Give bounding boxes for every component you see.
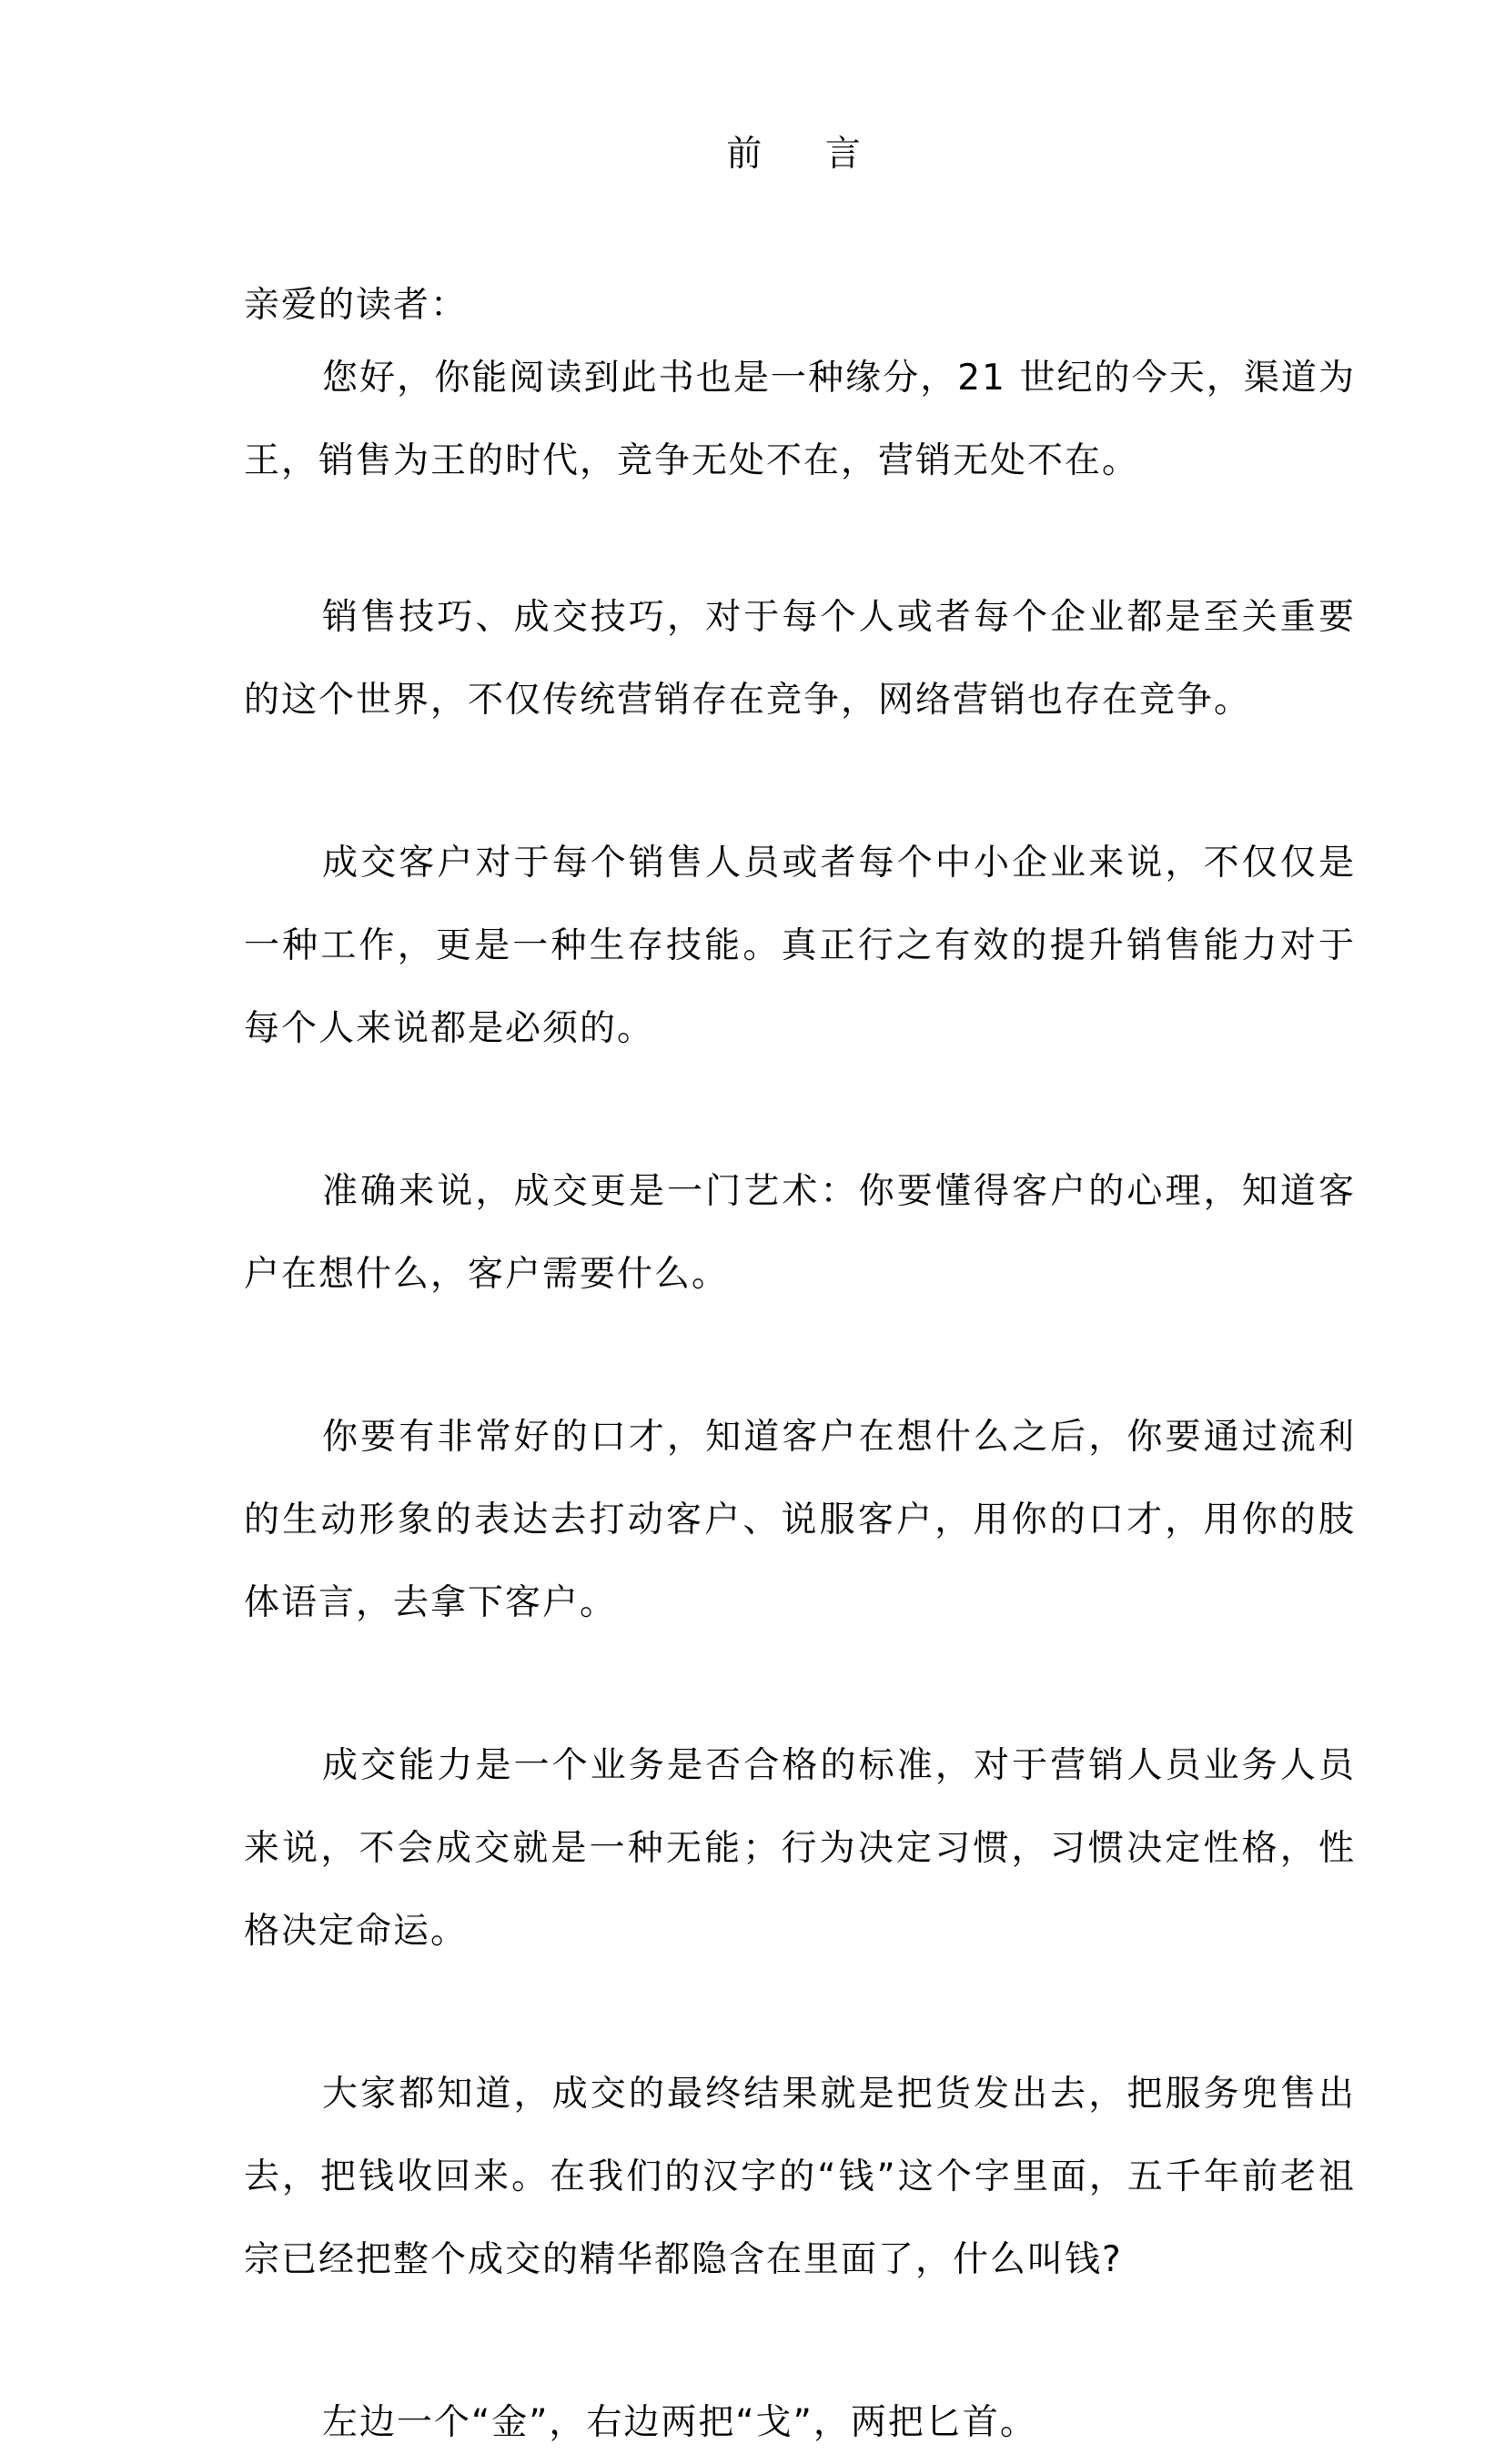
document-body bbox=[244, 275, 1356, 2464]
paragraph: 大家都知道，成交的最终结果就是把货发出去，把服务兜售出去，把钱收回来。在我们的汉字的“钱”这个字里面，五千年前老祖宗已经把整个成交的精华都隐含在里面了，什么叫钱? bbox=[244, 2074, 1356, 2280]
paragraph: 成交能力是一个业务是否合格的标准，对于营销人员业务人员来说，不会成交就是一种无能；行为决定习惯，习惯决定性格，性格决定命运。 bbox=[244, 1745, 1356, 1952]
paragraph: 左边一个“金”，右边两把“戈”，两把匕首。 bbox=[322, 2402, 1037, 2443]
paragraph: 成交客户对于每个销售人员或者每个中小企业来说，不仅仅是一种工作，更是一种生存技能。真正行之有效的提升销售能力对于每个人来说都是必须的。 bbox=[244, 843, 1356, 1049]
paragraph: 您好，你能阅读到此书也是一种缘分，21 世纪的今天，渠道为王，销售为王的时代，竞争无处不在，营销无处不在。 bbox=[244, 358, 1356, 481]
page-title: 前 言 bbox=[726, 134, 864, 175]
paragraph: 销售技巧、成交技巧，对于每个人或者每个企业都是至关重要的这个世界，不仅传统营销存在竞争，网络营销也存在竞争。 bbox=[244, 597, 1356, 721]
salutation: 亲爱的读者： bbox=[244, 285, 469, 326]
paragraph: 你要有非常好的口才，知道客户在想什么之后，你要通过流利的生动形象的表达去打动客户、说服客户，用你的口才，用你的肢体语言，去拿下客户。 bbox=[244, 1417, 1356, 1623]
paragraph: 准确来说，成交更是一门艺术：你要懂得客户的心理，知道客户在想什么，客户需要什么。 bbox=[244, 1171, 1356, 1295]
